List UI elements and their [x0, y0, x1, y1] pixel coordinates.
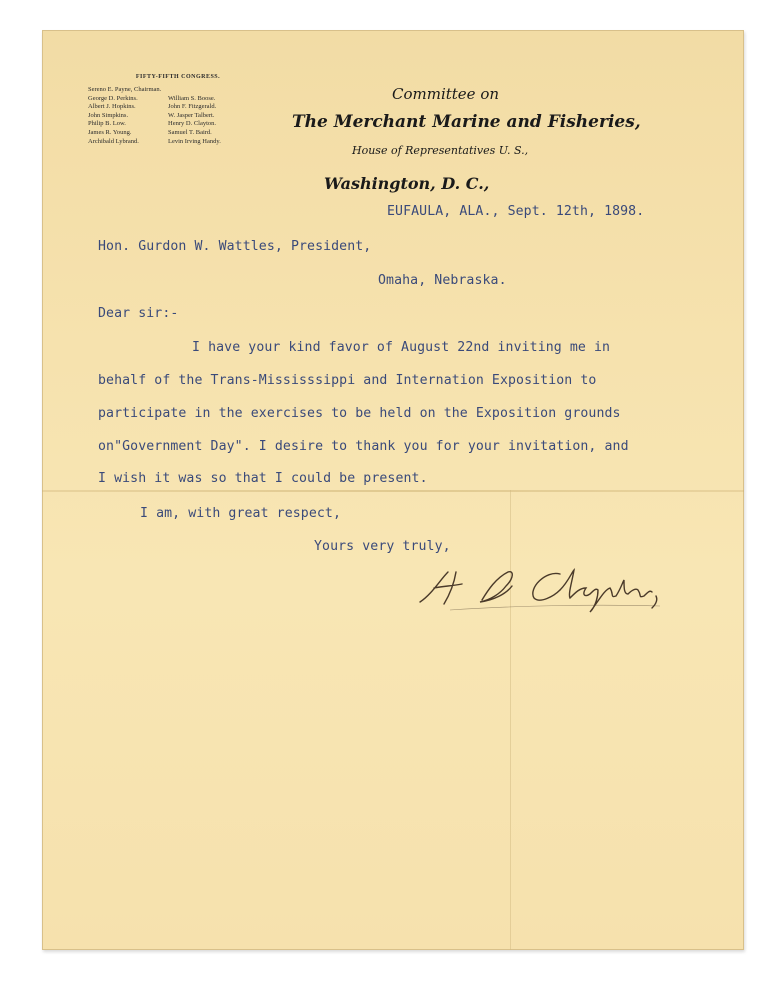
- congress-title: FIFTY-FIFTH CONGRESS.: [135, 74, 221, 80]
- body-line: participate in the exercises to be held on the Exposition grounds: [98, 406, 621, 421]
- member-name: Samuel T. Baird.: [168, 128, 212, 136]
- body-line: on"Government Day". I desire to thank you for your invitation, and: [98, 439, 629, 454]
- member-name: Archibald Lybrand.: [88, 137, 139, 145]
- member-name: W. Jasper Talbert.: [168, 111, 215, 119]
- closing-respect: I am, with great respect,: [140, 506, 341, 521]
- member-name: William S. Boose.: [168, 94, 216, 102]
- member-name: Albert J. Hopkins.: [88, 103, 136, 111]
- member-name: George D. Perkins.: [88, 94, 138, 102]
- signature: [410, 560, 670, 620]
- letter-paper: [42, 30, 744, 950]
- body-line: I wish it was so that I could be present.: [98, 471, 428, 486]
- letter-date: EUFAULA, ALA., Sept. 12th, 1898.: [387, 204, 645, 219]
- closing-yours: Yours very truly,: [314, 539, 451, 554]
- recipient-location: Omaha, Nebraska.: [378, 273, 507, 288]
- member-name: James R. Young.: [88, 128, 132, 136]
- member-name: Philip B. Low.: [88, 120, 126, 128]
- member-name: John Simpkins.: [88, 111, 129, 119]
- letterhead-committee: Committee on: [392, 85, 500, 103]
- fold-line-vertical: [510, 490, 511, 950]
- members-list: [88, 86, 248, 146]
- letterhead-city: Washington, D. C.,: [324, 174, 490, 193]
- member-name: John F. Fitzgerald.: [168, 103, 217, 111]
- letterhead-committee-name: The Merchant Marine and Fisheries,: [292, 112, 641, 132]
- salutation: Dear sir:-: [98, 306, 179, 321]
- body-line: I have your kind favor of August 22nd inviting me in: [192, 340, 611, 355]
- member-name: Levin Irving Handy.: [168, 137, 221, 145]
- member-name: [168, 86, 248, 95]
- member-name: Henry D. Clayton.: [168, 120, 217, 128]
- congress-members-block: [88, 74, 248, 146]
- recipient-name: Hon. Gurdon W. Wattles, President,: [98, 239, 372, 254]
- member-name: Sereno E. Payne, Chairman.: [88, 86, 162, 93]
- body-line: behalf of the Trans-Mississsippi and Internation Exposition to: [98, 373, 597, 388]
- fold-line-horizontal: [42, 490, 744, 492]
- letterhead-house: House of Representatives U. S.,: [352, 144, 529, 157]
